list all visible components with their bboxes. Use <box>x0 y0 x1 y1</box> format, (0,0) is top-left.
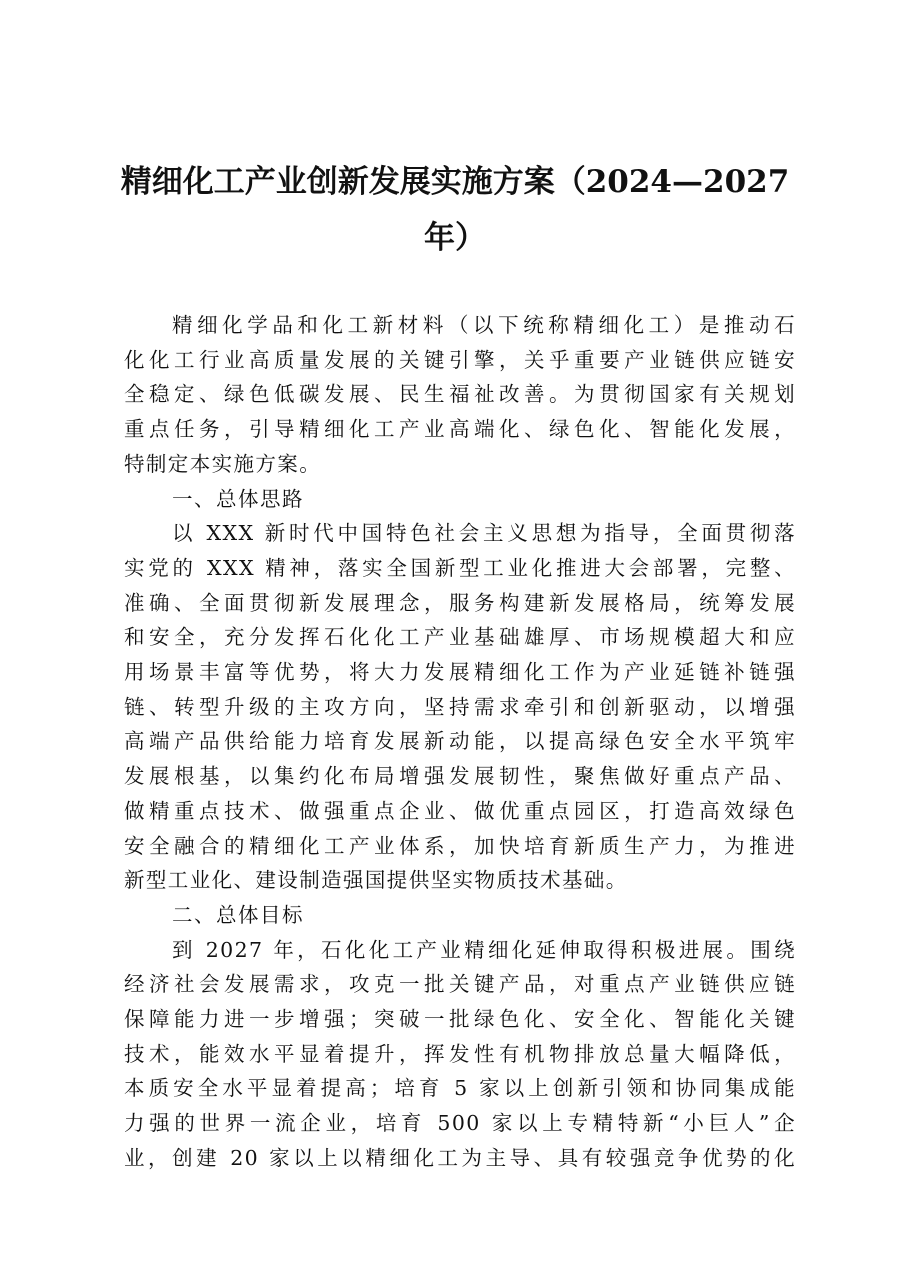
text-line: 经济社会发展需求，攻克一批关键产品，对重点产业链供应链 <box>124 972 796 997</box>
text-line: 技术，能效水平显着提升，挥发性有机物排放总量大幅降低， <box>124 1041 796 1066</box>
title-line: 年） <box>424 220 486 256</box>
document-title <box>110 154 800 266</box>
text-line: 用场景丰富等优势，将大力发展精细化工作为产业延链补链强 <box>124 660 796 685</box>
title-line: 精细化工产业创新发展实施方案（2024—2027 <box>120 164 790 200</box>
text-line: 新型工业化、建设制造强国提供坚实物质技术基础。 <box>124 868 628 893</box>
text-line: 化化工行业高质量发展的关键引擎，关乎重要产业链供应链安 <box>124 347 796 372</box>
text-line: 特制定本实施方案。 <box>124 451 322 476</box>
text-line: 到 2027 年，石化化工产业精细化延伸取得积极进展。围绕 <box>172 937 796 962</box>
overall-goals-paragraph <box>124 933 796 1176</box>
text-line: 力强的世界一流企业，培育 500 家以上专精特新“小巨人”企 <box>124 1111 796 1136</box>
text-line: 业，创建 20 家以上以精细化工为主导、具有较强竞争优势的化 <box>124 1145 796 1170</box>
text-line: 本质安全水平显着提高；培育 5 家以上创新引领和协同集成能 <box>124 1076 796 1101</box>
text-line: 精细化学品和化工新材料（以下统称精细化工）是推动石 <box>172 313 796 337</box>
text-line: 做精重点技术、做强重点企业、做优重点园区，打造高效绿色 <box>124 798 796 823</box>
section-heading-overall-approach: 一、总体思路 <box>172 486 304 511</box>
text-line: 发展根基，以集约化布局增强发展韧性，聚焦做好重点产品、 <box>124 764 796 789</box>
text-line: 保障能力进一步增强；突破一批绿色化、安全化、智能化关键 <box>124 1007 796 1032</box>
overall-approach-paragraph <box>124 516 796 898</box>
text-line: 链、转型升级的主攻方向，坚持需求牵引和创新驱动，以增强 <box>124 694 796 719</box>
text-line: 和安全，充分发挥石化化工产业基础雄厚、市场规模超大和应 <box>124 625 796 650</box>
text-line: 准确、全面贯彻新发展理念，服务构建新发展格局，统筹发展 <box>124 590 796 615</box>
text-line: 安全融合的精细化工产业体系，加快培育新质生产力，为推进 <box>124 833 796 858</box>
text-line: 高端产品供给能力培育发展新动能，以提高绿色安全水平筑牢 <box>124 729 796 754</box>
text-line: 全稳定、绿色低碳发展、民生福祉改善。为贯彻国家有关规划 <box>124 382 796 407</box>
intro-paragraph <box>124 308 796 482</box>
text-line: 实党的 XXX 精神，落实全国新型工业化推进大会部署，完整、 <box>124 555 796 580</box>
document-body <box>124 308 796 1176</box>
text-line: 重点任务，引导精细化工产业高端化、绿色化、智能化发展， <box>124 417 796 442</box>
text-line: 以 XXX 新时代中国特色社会主义思想为指导，全面贯彻落 <box>172 521 796 546</box>
section-heading-overall-goals: 二、总体目标 <box>172 902 304 927</box>
